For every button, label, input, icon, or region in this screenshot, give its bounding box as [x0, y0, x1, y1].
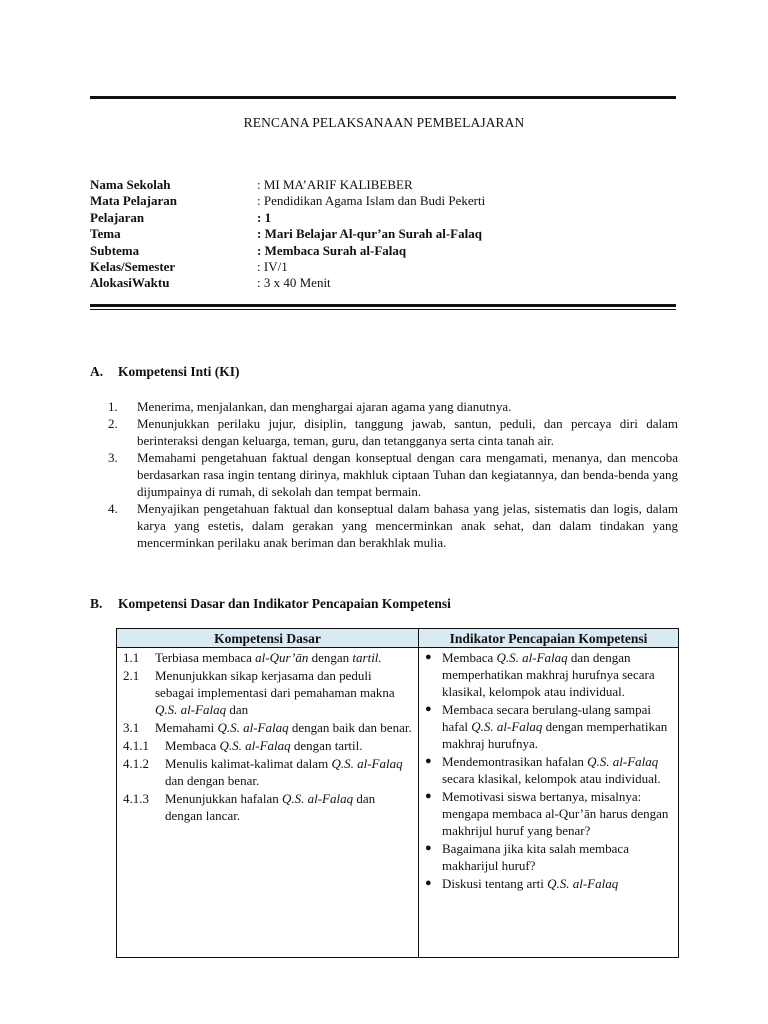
info-value: : Pendidikan Agama Islam dan Budi Pekerti	[257, 193, 486, 209]
competency-table	[116, 628, 679, 958]
info-row	[90, 275, 680, 291]
indicator-text	[442, 753, 673, 787]
text-segment: Menunjukkan hafalan	[165, 791, 282, 806]
indicator-item	[425, 840, 673, 874]
indicator-item	[425, 753, 673, 787]
kd-number: 4.1.2	[123, 756, 149, 771]
ki-item	[108, 398, 678, 415]
italic-term: Q.S. al-Falaq	[471, 719, 543, 734]
text-segment: Memahami	[155, 720, 218, 735]
info-label: AlokasiWaktu	[90, 275, 170, 291]
text-segment: dengan baik dan benar.	[288, 720, 412, 735]
identity-rule-thick	[90, 304, 676, 307]
kd-text	[165, 737, 413, 754]
text-segment: dan dengan benar.	[165, 773, 260, 788]
kd-item	[123, 649, 413, 666]
identity-block	[90, 177, 680, 292]
text-segment: Terbiasa membaca	[155, 650, 256, 665]
italic-term: Q.S. al-Falaq	[155, 702, 227, 717]
info-value: : 3 x 40 Menit	[257, 275, 331, 291]
ki-number: 3.	[108, 450, 118, 465]
ki-text: Memahami pengetahuan faktual dengan konseptual dengan cara mengamati, menanya, dan mencoba berdasarkan rasa ingin tentang dirinya, makhluk ciptaan Tuhan dan kegiatannya, dan benda-benda yang dijumpainya di rumah, di sekolah dan tempat bermain.	[137, 450, 678, 499]
indicator-text	[442, 701, 673, 752]
text-segment: dengan memperhatikan makhraj hurufnya.	[442, 719, 668, 751]
bullet-icon: ●	[425, 877, 432, 889]
kd-text	[155, 719, 413, 736]
italic-term: Q.S. al-Falaq	[331, 756, 403, 771]
kd-text	[165, 755, 413, 789]
ki-text: Menerima, menjalankan, dan menghargai ajaran agama yang dianutnya.	[137, 399, 512, 414]
text-segment: dan dengan memperhatikan makhraj hurufnya secara klasikal, kelompok atau individual.	[442, 650, 655, 699]
text-segment: dan	[226, 702, 249, 717]
info-value: : MI MA’ARIF KALIBEBER	[257, 177, 413, 192]
indicator-text	[442, 840, 673, 874]
indicator-text	[442, 649, 673, 700]
kd-item	[123, 790, 413, 824]
text-segment: Membaca secara berulang-ulang sampai hafal	[442, 702, 651, 734]
info-label: Nama Sekolah	[90, 177, 171, 192]
info-label: Mata Pelajaran	[90, 193, 178, 209]
ki-list	[108, 398, 678, 551]
text-segment: Menulis kalimat-kalimat dalam	[165, 756, 332, 771]
text-segment: Memotivasi siswa bertanya, misalnya: mengapa membaca al-Qur’ān harus dengan makhrijul huruf yang benar?	[442, 789, 669, 838]
ki-number: 4.	[108, 501, 118, 516]
section-a-heading	[90, 363, 240, 380]
ki-text: Menyajikan pengetahuan faktual dan konseptual dalam bahasa yang jelas, sistematis dan logis, dalam karya yang estetis, dalam gerakan yang mencerminkan anak sehat, dan dalam tindakan yang mencerminkan perilaku anak beriman dan berakhlak mulia.	[137, 501, 678, 550]
kd-text	[155, 667, 413, 718]
text-segment: Mendemontrasikan hafalan	[442, 754, 588, 769]
kd-item	[123, 755, 413, 789]
bullet-icon: ●	[425, 842, 432, 854]
text-segment: Bagaimana jika kita salah membaca makharijul huruf?	[442, 841, 629, 873]
info-value: : Membaca Surah al-Falaq	[257, 242, 407, 258]
info-row	[90, 226, 680, 242]
ki-text: Menunjukkan perilaku jujur, disiplin, tanggung jawab, santun, peduli, dan percaya diri dalam berinteraksi dengan keluarga, teman, guru, dan tetangganya serta cinta tanah air.	[137, 416, 678, 448]
info-label: Tema	[90, 226, 121, 242]
info-label: Pelajaran	[90, 209, 145, 225]
italic-term: Q.S. al-Falaq	[217, 720, 289, 735]
indicator-item	[425, 649, 673, 700]
ki-number: 2.	[108, 416, 118, 431]
indicator-text	[442, 788, 673, 839]
kd-item	[123, 667, 413, 718]
italic-term: tartil.	[352, 650, 382, 665]
ki-item	[108, 449, 678, 500]
indicator-item	[425, 788, 673, 839]
section-b-heading	[90, 595, 451, 612]
text-segment: dengan	[308, 650, 353, 665]
ipk-cell	[419, 648, 679, 958]
text-segment: dan dengan lancar.	[165, 791, 376, 823]
indicator-item	[425, 701, 673, 752]
info-row	[90, 177, 680, 193]
bullet-icon: ●	[425, 703, 432, 715]
ki-item	[108, 415, 678, 449]
header-indikator: Indikator Pencapaian Kompetensi	[419, 629, 679, 648]
ki-item	[108, 500, 678, 551]
top-rule	[90, 96, 676, 99]
kd-number: 2.1	[123, 668, 140, 683]
italic-term: Q.S. al-Falaq	[547, 876, 619, 891]
italic-term: al-Qur’ān	[255, 650, 309, 665]
italic-term: Q.S. al-Falaq	[281, 791, 354, 806]
header-kompetensi-dasar: Kompetensi Dasar	[117, 629, 419, 648]
bullet-icon: ●	[425, 755, 432, 767]
info-value: : Mari Belajar Al-qur’an Surah al-Falaq	[257, 226, 482, 242]
italic-term: Q.S. al-Falaq	[496, 650, 568, 665]
bullet-icon: ●	[425, 651, 432, 663]
indicator-item	[425, 875, 673, 892]
kd-text	[165, 790, 413, 824]
info-value: : 1	[257, 209, 272, 225]
kd-number: 4.1.1	[123, 738, 149, 753]
info-row	[90, 210, 680, 226]
info-label: Kelas/Semester	[90, 258, 176, 274]
kd-number: 1.1	[123, 650, 140, 665]
info-row	[90, 243, 680, 259]
kd-text	[155, 649, 413, 666]
text-segment: dengan tartil.	[290, 738, 363, 753]
ki-number: 1.	[108, 399, 118, 414]
info-label: Subtema	[90, 242, 140, 258]
text-segment: Diskusi tentang arti	[442, 876, 548, 891]
kd-cell	[117, 648, 419, 958]
kd-item	[123, 737, 413, 754]
document-title: RENCANA PELAKSANAAN PEMBELAJARAN	[243, 115, 525, 130]
text-segment: Membaca	[442, 650, 497, 665]
text-segment: Membaca	[165, 738, 220, 753]
section-b-letter: B.	[90, 596, 103, 611]
kd-item	[123, 719, 413, 736]
text-segment: Menunjukkan sikap kerjasama dan peduli sebagai implementasi dari pemahaman makna	[155, 668, 395, 700]
section-b-title: Kompetensi Dasar dan Indikator Pencapaian Kompetensi	[118, 596, 451, 611]
italic-term: Q.S. al-Falaq	[219, 738, 291, 753]
kd-number: 4.1.3	[123, 791, 149, 806]
kd-number: 3.1	[123, 720, 140, 735]
bullet-icon: ●	[425, 790, 432, 802]
info-row	[90, 259, 680, 275]
info-row	[90, 193, 680, 209]
italic-term: Q.S. al-Falaq	[587, 754, 659, 769]
info-value: : IV/1	[257, 258, 288, 274]
section-a-title: Kompetensi Inti (KI)	[118, 364, 240, 379]
section-a-letter: A.	[90, 364, 104, 379]
identity-rule-thin	[90, 309, 676, 310]
text-segment: secara klasikal, kelompok atau individual.	[442, 771, 661, 786]
indicator-text	[442, 875, 673, 892]
